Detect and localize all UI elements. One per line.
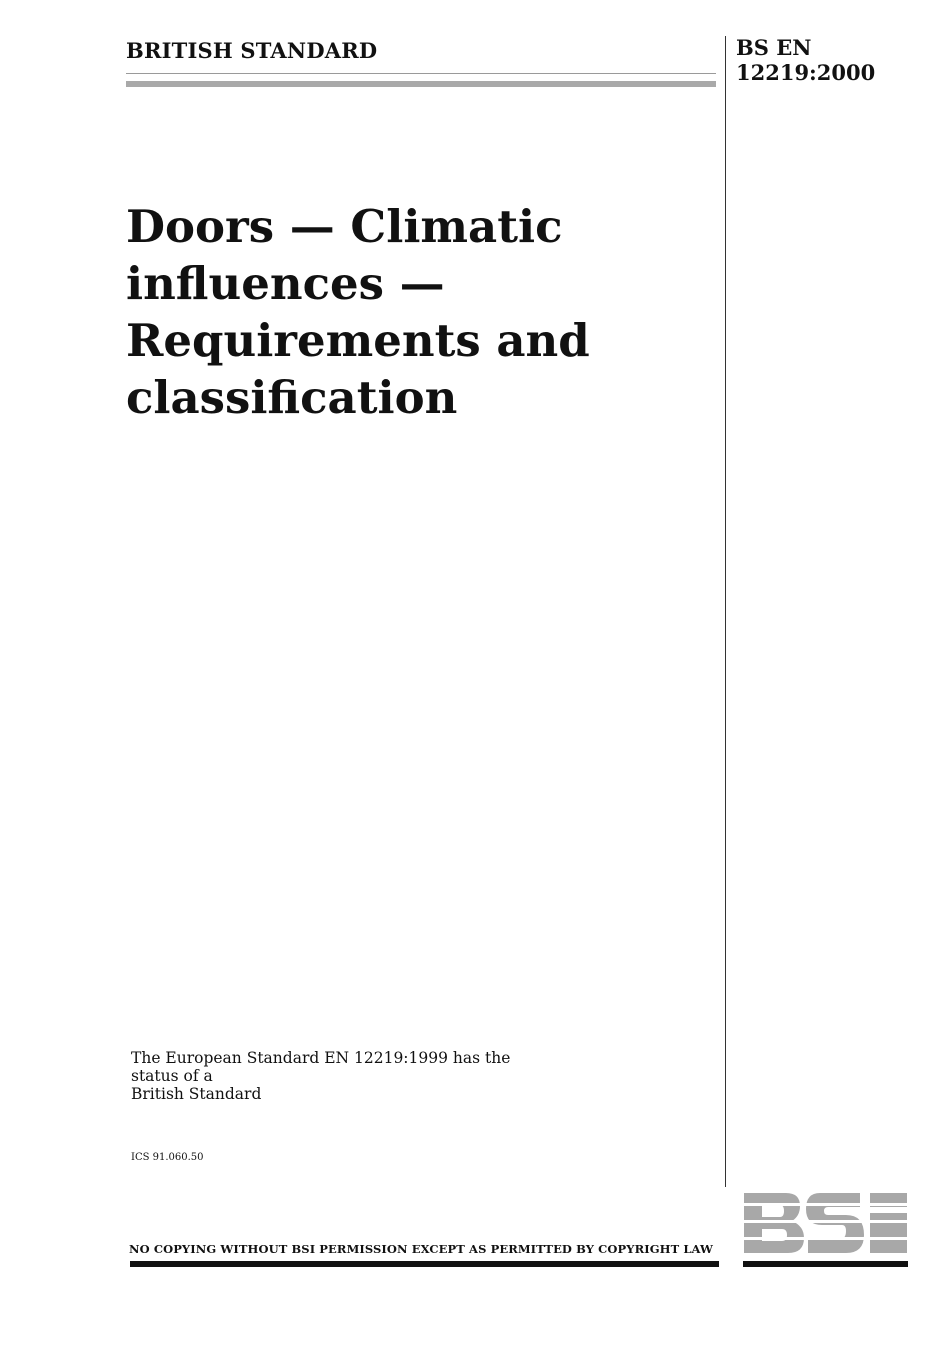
bsi-logo — [742, 1191, 909, 1255]
document-title — [126, 198, 686, 426]
status-line: British Standard — [131, 1085, 262, 1103]
header-thin-rule — [126, 73, 716, 74]
standard-number-line1: BS EN — [736, 35, 812, 60]
title-line: influences — — [126, 257, 445, 310]
standard-number-line2: 12219:2000 — [736, 60, 876, 85]
copyright-notice: NO COPYING WITHOUT BSI PERMISSION EXCEPT AS PERMITTED BY COPYRIGHT LAW — [128, 1242, 714, 1256]
header-thick-rule — [126, 81, 716, 87]
vertical-divider — [725, 36, 726, 1187]
title-line: Requirements and — [126, 314, 590, 367]
header-label: BRITISH STANDARD — [126, 38, 378, 63]
footer-rule — [130, 1261, 719, 1267]
ics-code: ICS 91.060.50 — [131, 1152, 204, 1163]
standard-number — [736, 35, 875, 85]
title-line: Doors — Climatic — [126, 200, 563, 253]
status-statement — [131, 1049, 551, 1103]
logo-underline-rule — [743, 1261, 908, 1267]
status-line: The European Standard EN 12219:1999 has the status of a — [131, 1049, 511, 1085]
title-line: classification — [126, 371, 458, 424]
